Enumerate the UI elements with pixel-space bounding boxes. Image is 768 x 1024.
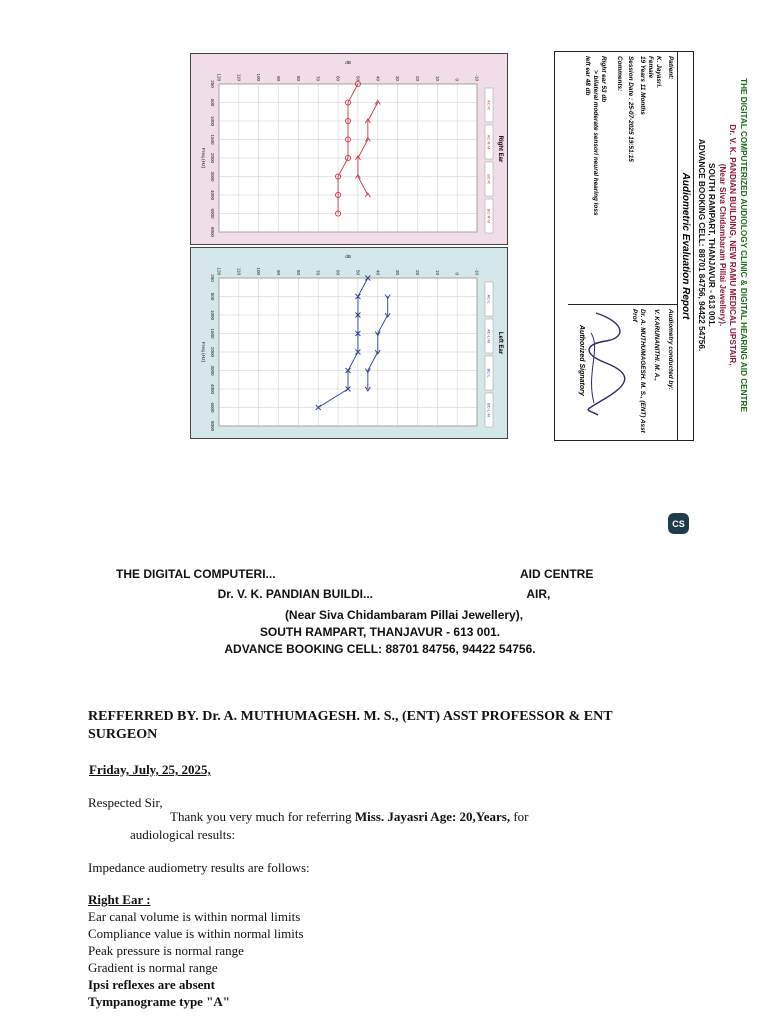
clinic-address: SOUTH RAMPART, THANJAVUR - 613 001. (707, 163, 717, 327)
clinic-letterhead (696, 55, 749, 435)
freq-tick-label: 1000 (210, 309, 215, 321)
db-tick-label: 40 (375, 269, 381, 275)
db-tick-label: 90 (276, 269, 282, 275)
audiologist-name: V. KARUNANITHI. M. A., (653, 309, 660, 381)
salutation: Respected Sir, (88, 795, 163, 810)
db-tick-label: 50 (355, 75, 361, 81)
result-line-bold: Tympanograme type "A" (88, 994, 231, 1009)
db-tick-label: 100 (256, 267, 262, 275)
db-tick-label: 110 (236, 267, 242, 275)
freq-tick-label: 1500 (210, 328, 215, 339)
patient-section (568, 52, 678, 305)
freq-tick-label: 2000 (210, 346, 215, 358)
thanks-line (170, 809, 529, 825)
db-tick-label: 90 (276, 75, 282, 81)
clinic-name: THE DIGITAL COMPUTERIZED AUDIOLOGY CLINIC & DIGITAL HEARING AID CENTRE (739, 78, 748, 412)
legend-entry: BC-L-M (486, 403, 492, 417)
legend-entry: AC-R (486, 100, 492, 110)
left-ear-title: Left Ear (497, 331, 503, 355)
thanks-patient: Miss. Jayasri Age: 20,Years, (354, 809, 511, 824)
left-ear-chart (191, 248, 507, 438)
db-tick-label: 120 (216, 267, 222, 275)
legend-entry: AC-L (486, 294, 492, 304)
letter-head-title-left: THE DIGITAL COMPUTERI... (116, 567, 276, 581)
result-line: Ear canal volume is within normal limits (88, 909, 301, 924)
freq-tick-label: 500 (210, 98, 215, 107)
db-tick-label: 80 (295, 269, 301, 275)
freq-tick-label: 3000 (210, 171, 215, 182)
left-ear-audiogram (190, 247, 508, 439)
left-ear-db: left ear 48 db (584, 56, 591, 96)
y-axis-label: dB (345, 255, 351, 260)
thanks-line-2: audiological results: (130, 827, 236, 842)
clinic-near: (Near Siva Chidambaram Pillai Jewellery). (718, 163, 727, 327)
freq-tick-label: 6000 (210, 402, 215, 413)
result-line: Gradient is normal range (88, 960, 218, 975)
right-ear-db: Right ear 53 db (600, 56, 607, 103)
db-tick-label: 120 (216, 73, 222, 81)
db-tick-label: 30 (395, 269, 401, 275)
result-line: Compliance value is within normal limits (88, 926, 304, 941)
db-tick-label: 60 (335, 75, 341, 81)
letter-head-title (116, 567, 676, 581)
db-tick-label: 60 (335, 269, 341, 275)
legend-entry: BC-R-M (486, 208, 492, 224)
freq-tick-label: 4000 (210, 383, 215, 395)
freq-tick-label: 250 (210, 80, 215, 88)
legend-entry: BC-L (486, 368, 492, 378)
doctor-name: Dr. A. MUTHUMAGESH. M. S., (ENT) Asst Prof (631, 309, 646, 433)
signature-mark (576, 303, 636, 423)
letter-head-address: SOUTH RAMPART, THANJAVUR - 613 001. (259, 625, 501, 639)
thanks-prefix: Thank you very much for referring (170, 809, 355, 824)
session-date: Session Date : 25-07-2025 19:51:15 (627, 56, 634, 162)
letter-head-building-left: Dr. V. K. PANDIAN BUILDI... (217, 587, 373, 601)
freq-tick-label: 8000 (210, 226, 215, 238)
referred-by: REFFERRED BY. Dr. A. MUTHUMAGESH. M. S., (ENT) ASST PROFESSOR & ENT SURGEON (88, 709, 613, 742)
result-line-bold: Ipsi reflexes are absent (88, 977, 215, 992)
clinic-booking: ADVANCE BOOKING CELL: 88701 84756, 94422 54756. (697, 138, 706, 352)
letter-head-title-right: AID CENTRE (520, 567, 594, 581)
right-ear-results (88, 908, 304, 1010)
db-tick-label: 50 (355, 269, 361, 275)
freq-tick-label: 1000 (210, 115, 215, 127)
db-tick-label: 10 (434, 269, 440, 275)
db-tick-label: 70 (315, 269, 321, 275)
legend-entry: AC-L-M (486, 329, 492, 343)
letter-date: Friday, July, 25, 2025, (89, 762, 211, 777)
referral-letter (60, 545, 708, 1024)
db-tick-label: 30 (395, 75, 401, 81)
db-tick-label: 110 (236, 73, 242, 81)
y-axis-label: dB (345, 61, 351, 66)
freq-tick-label: 6000 (210, 208, 215, 219)
right-ear-heading: Right Ear : (88, 892, 151, 907)
letter-head-near: (Near Siva Chidambaram Pillai Jewellery), (284, 608, 524, 622)
legend-entry: AC-R-M (486, 134, 492, 150)
freq-tick-label: 500 (210, 292, 215, 301)
db-tick-label: 0 (454, 78, 460, 81)
audiometry-label: Audiometry conducted by: (667, 309, 674, 390)
freq-tick-label: 8000 (210, 420, 215, 432)
right-ear-chart (191, 54, 507, 244)
rotated-report-page (186, 45, 756, 445)
patient-age: 19 Years 11 Months (639, 56, 646, 115)
db-tick-label: -10 (474, 268, 480, 275)
freq-tick-label: 3000 (210, 365, 215, 376)
letter-head-building-right: AIR, (526, 587, 551, 601)
diagnosis: > bilateral moderate sensori neural hearing loss (592, 70, 599, 216)
db-tick-label: 100 (256, 73, 262, 81)
freq-tick-label: 1500 (210, 134, 215, 145)
letter-head-building (60, 587, 708, 601)
x-axis-label: Freq (Hz) (200, 147, 205, 169)
x-axis-label: Freq (Hz) (200, 341, 205, 363)
letter-head-booking: ADVANCE BOOKING CELL: 88701 84756, 94422 54756. (224, 642, 536, 656)
freq-tick-label: 4000 (210, 189, 215, 201)
patient-label: Patient: (667, 56, 674, 80)
freq-tick-label: 250 (210, 274, 215, 282)
db-tick-label: 20 (414, 269, 420, 275)
legend-entry: BC-R (486, 174, 492, 184)
patient-gender: Female (647, 56, 654, 79)
clinic-building: Dr. V. K. PANDIAN BUILDING, NEW RAMU MEDICAL UPSTAIR, (728, 124, 738, 366)
impedance-intro: Impedance audiometry results are follows: (88, 860, 310, 875)
result-line: Peak pressure is normal range (88, 943, 244, 958)
db-tick-label: 70 (315, 75, 321, 81)
patient-name: K. Jayasri. (655, 56, 662, 88)
thanks-suffix: for (510, 809, 529, 824)
db-tick-label: 40 (375, 75, 381, 81)
db-tick-label: 80 (295, 75, 301, 81)
db-tick-label: 0 (454, 272, 460, 275)
right-ear-audiogram (190, 53, 508, 245)
report-title: Audiometric Evaluation Report (677, 52, 693, 440)
freq-tick-label: 2000 (210, 152, 215, 164)
signatory-label: Authorized Signatory (578, 325, 585, 396)
camscanner-badge: CS (668, 513, 689, 534)
comments-label: Comments: (616, 56, 623, 92)
right-ear-title: Right Ear (497, 135, 503, 163)
db-tick-label: 10 (434, 75, 440, 81)
db-tick-label: -10 (474, 74, 480, 81)
db-tick-label: 20 (414, 75, 420, 81)
